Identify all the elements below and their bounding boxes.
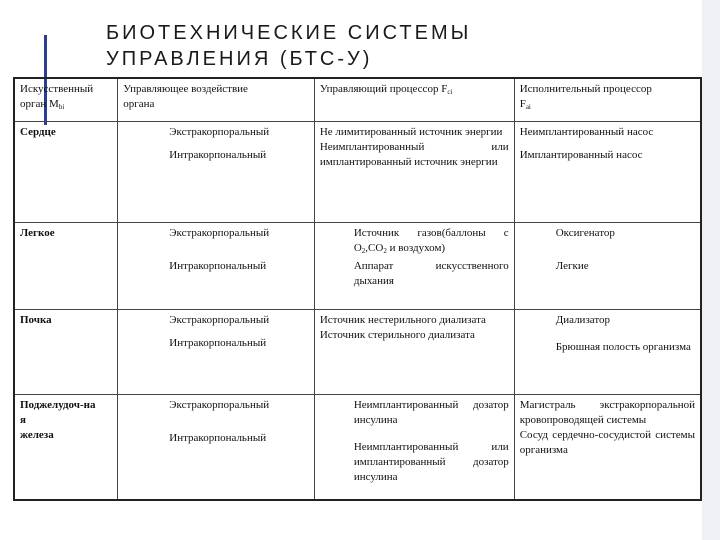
header-control-processor: Управляющий процессор $F_{ci}$ bbox=[314, 78, 514, 122]
right-edge-band bbox=[702, 0, 720, 540]
control-action-cell: Экстракорпоральный Интракорпональный bbox=[118, 395, 315, 501]
table-row bbox=[14, 310, 701, 395]
control-action-cell: Экстракорпоральный Интракорпональный bbox=[118, 122, 315, 223]
bts-table bbox=[13, 77, 702, 501]
control-processor-cell: Источник газов(баллоны с $O_2,CO_2$ и воздухом) Аппарат искусственного дыхания bbox=[314, 223, 514, 310]
control-action-cell: Экстракорпоральный Интракорпональный bbox=[118, 223, 315, 310]
executive-processor-cell: Неимплантированный насос Имплантированный насос bbox=[514, 122, 701, 223]
table-row bbox=[14, 223, 701, 310]
table-row bbox=[14, 395, 701, 501]
header-control-action: Управляющее воздействие органа bbox=[118, 78, 315, 122]
control-action-cell: Экстракорпоральный Интракорпональный bbox=[118, 310, 315, 395]
organ-pancreas: Поджелудоч-на я железа bbox=[14, 395, 118, 501]
table-header-row bbox=[14, 78, 701, 122]
organ-kidney: Почка bbox=[14, 310, 118, 395]
organ-lung: Легкое bbox=[14, 223, 118, 310]
control-processor-cell: Неимплантированный дозатор инсулина Неимплантированный или имплантированный дозатор инсулина bbox=[314, 395, 514, 501]
organ-heart: Сердце bbox=[14, 122, 118, 223]
table-row bbox=[14, 122, 701, 223]
executive-processor-cell: Оксигенатор Легкие bbox=[514, 223, 701, 310]
header-organ: Искусственный орган $M_{bi}$ bbox=[14, 78, 118, 122]
control-processor-cell: Не лимитированный источник энергии Неимплантированный или имплантированный источник энергии bbox=[314, 122, 514, 223]
title-line-2: УПРАВЛЕНИЯ (БТС-У) bbox=[106, 48, 373, 70]
executive-processor-cell: Диализатор Брюшная полость организма bbox=[514, 310, 701, 395]
title-line-1: БИОТЕХНИЧЕСКИЕ СИСТЕМЫ bbox=[106, 22, 472, 44]
executive-processor-cell: Магистраль экстракорпоральной кровопроводящей системы Сосуд сердечно-сосудистой системы организма bbox=[514, 395, 701, 501]
control-processor-cell: Источник нестерильного диализата Источник стерильного диализата bbox=[314, 310, 514, 395]
header-executive-processor: Исполнительный процессор $F_{ai}$ bbox=[514, 78, 701, 122]
page-title bbox=[106, 20, 471, 72]
